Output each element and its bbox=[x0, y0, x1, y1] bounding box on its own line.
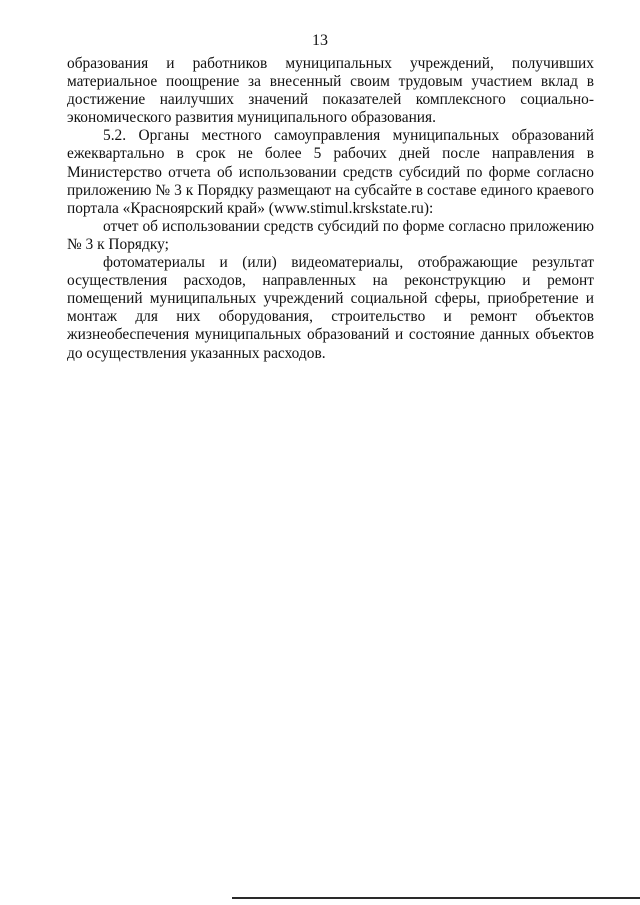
document-body bbox=[67, 55, 594, 363]
page-number: 13 bbox=[312, 32, 328, 49]
scan-edge-line bbox=[232, 897, 640, 899]
paragraph-report-item: отчет об использовании средств субсидий по форме согласно приложению № 3 к Порядку; bbox=[67, 217, 594, 253]
paragraph-media-item: фотоматериалы и (или) видеоматериалы, отображающие результат осуществления расходов, направленных на реконструкцию и ремонт помещений муниципальных учреждений социальной сферы, приобретение и монтаж для них оборудования, строительство и ремонт объектов жизнеобеспечения муниципальных образований и состояние данных объектов до осуществления указанных расходов. bbox=[67, 254, 594, 362]
paragraph-continuation: образования и работников муниципальных учреждений, получивших материальное поощрение за внесенный своим трудовым участием вклад в достижение наилучших значений показателей комплексного социально-экономического развития муниципального образования. bbox=[67, 55, 594, 127]
paragraph-5-2: 5.2. Органы местного самоуправления муниципальных образований ежеквартально в срок не более 5 рабочих дней после направления в Министерство отчета об использовании средств субсидий по форме согласно приложению № 3 к Порядку размещают на субсайте в составе единого краевого портала «Красноярский край» (www.stimul.krskstate.ru): bbox=[67, 127, 594, 217]
